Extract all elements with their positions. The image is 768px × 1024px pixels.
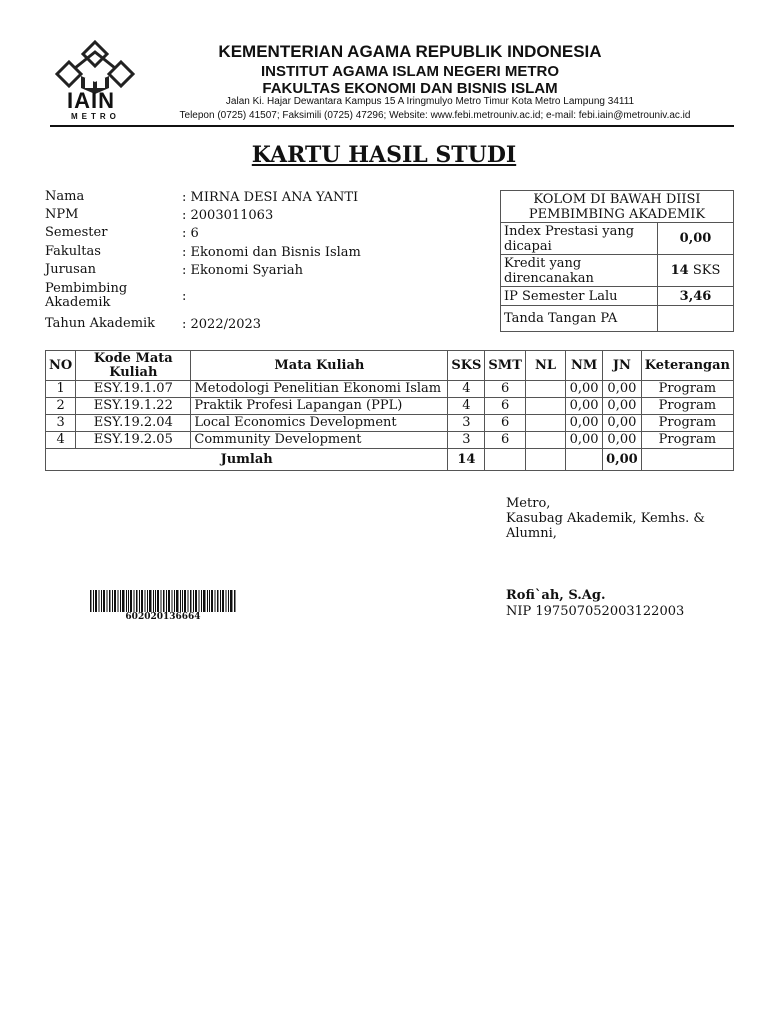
total-jn: 0,00 (603, 449, 642, 471)
col-keterangan: Keterangan (641, 351, 733, 381)
cell-keterangan: Program (641, 381, 733, 398)
table-row (46, 432, 734, 449)
col-kode: Kode Mata Kuliah (76, 351, 191, 381)
cell-jn: 0,00 (603, 398, 642, 415)
col-mata-kuliah: Mata Kuliah (191, 351, 448, 381)
value-jurusan: : Ekonomi Syariah (182, 263, 304, 278)
cell-mata-kuliah: Praktik Profesi Lapangan (PPL) (191, 398, 448, 415)
header-faculty: FAKULTAS EKONOMI DAN BISNIS ISLAM (262, 80, 558, 97)
cell-nm: 0,00 (566, 432, 603, 449)
cell-sks: 4 (448, 381, 485, 398)
cell-keterangan: Program (641, 398, 733, 415)
cell-smt: 6 (485, 398, 525, 415)
pa-kredit-cell (658, 255, 734, 287)
total-smt (485, 449, 525, 471)
cell-nm: 0,00 (566, 415, 603, 432)
cell-sks: 3 (448, 415, 485, 432)
institution-logo (55, 38, 135, 124)
pa-ttd-label: Tanda Tangan PA (501, 306, 658, 332)
pa-ips-label: IP Semester Lalu (501, 287, 658, 306)
cell-jn: 0,00 (603, 415, 642, 432)
cell-nl (525, 415, 565, 432)
col-no: NO (46, 351, 76, 381)
signature-place: Metro, (506, 496, 551, 511)
signature-nip: NIP 197507052003122003 (506, 604, 685, 619)
value-semester: : 6 (182, 226, 199, 241)
header-ministry: KEMENTERIAN AGAMA REPUBLIK INDONESIA (218, 42, 602, 61)
cell-kode: ESY.19.2.05 (76, 432, 191, 449)
value-tahun: : 2022/2023 (182, 317, 262, 332)
total-keterangan (641, 449, 733, 471)
pembimbing-box (500, 190, 734, 332)
table-row (46, 398, 734, 415)
cell-kode: ESY.19.1.22 (76, 398, 191, 415)
cell-nl (525, 432, 565, 449)
label-jurusan: Jurusan (45, 262, 96, 277)
header-divider (50, 125, 734, 127)
table-row (46, 415, 734, 432)
cell-smt: 6 (485, 381, 525, 398)
logo-subtext: METRO (71, 112, 120, 121)
pa-kredit-label: Kredit yang direncanakan (501, 255, 658, 287)
cell-no: 1 (46, 381, 76, 398)
table-row (46, 381, 734, 398)
cell-jn: 0,00 (603, 381, 642, 398)
label-npm: NPM (45, 207, 79, 222)
pa-ttd-cell (658, 306, 734, 332)
cell-sks: 3 (448, 432, 485, 449)
col-jn: JN (603, 351, 642, 381)
cell-nm: 0,00 (566, 381, 603, 398)
cell-mata-kuliah: Metodologi Penelitian Ekonomi Islam (191, 381, 448, 398)
value-pembimbing: : (182, 289, 187, 304)
signature-name: Rofi`ah, S.Ag. (506, 588, 606, 603)
cell-no: 4 (46, 432, 76, 449)
pa-heading: KOLOM DI BAWAH DIISI PEMBIMBING AKADEMIK (501, 191, 734, 223)
label-fakultas: Fakultas (45, 244, 101, 259)
total-row (46, 449, 734, 471)
pa-kredit-unit: SKS (688, 263, 721, 278)
header-address: Jalan Ki. Hajar Dewantara Kampus 15 A Iringmulyo Metro Timur Kota Metro Lampung 34111 (225, 96, 635, 107)
col-nl: NL (525, 351, 565, 381)
cell-mata-kuliah: Community Development (191, 432, 448, 449)
total-label: Jumlah (46, 449, 448, 471)
logo-text: IAIN (67, 88, 115, 113)
pa-ips-value: 3,46 (658, 287, 734, 306)
course-table (45, 350, 734, 471)
cell-smt: 6 (485, 415, 525, 432)
signature-position: Kasubag Akademik, Kemhs. & Alumni, (506, 511, 705, 541)
cell-mata-kuliah: Local Economics Development (191, 415, 448, 432)
pa-ip-label: Index Prestasi yang dicapai (501, 223, 658, 255)
barcode (90, 590, 236, 612)
total-nm (566, 449, 603, 471)
cell-nl (525, 398, 565, 415)
cell-sks: 4 (448, 398, 485, 415)
label-pembimbing: Pembimbing Akademik (45, 281, 128, 310)
page-title: KARTU HASIL STUDI (251, 142, 517, 168)
cell-nl (525, 381, 565, 398)
col-smt: SMT (485, 351, 525, 381)
cell-kode: ESY.19.2.04 (76, 415, 191, 432)
value-fakultas: : Ekonomi dan Bisnis Islam (182, 245, 361, 260)
cell-nm: 0,00 (566, 398, 603, 415)
header-institute: INSTITUT AGAMA ISLAM NEGERI METRO (260, 63, 560, 80)
cell-no: 3 (46, 415, 76, 432)
pa-ip-value: 0,00 (658, 223, 734, 255)
cell-smt: 6 (485, 432, 525, 449)
cell-no: 2 (46, 398, 76, 415)
total-nl (525, 449, 565, 471)
col-nm: NM (566, 351, 603, 381)
pa-kredit-value: 14 (670, 263, 689, 278)
value-npm: : 2003011063 (182, 208, 274, 223)
header-contact: Telepon (0725) 41507; Faksimili (0725) 47296; Website: www.febi.metrouniv.ac.id; e-mail: febi.iain@metrouniv.ac.id (179, 110, 691, 121)
barcode-number: 602020136664 (125, 612, 201, 622)
cell-kode: ESY.19.1.07 (76, 381, 191, 398)
label-tahun: Tahun Akademik (45, 316, 156, 331)
cell-keterangan: Program (641, 415, 733, 432)
cell-jn: 0,00 (603, 432, 642, 449)
value-nama: : MIRNA DESI ANA YANTI (182, 190, 359, 205)
col-sks: SKS (448, 351, 485, 381)
total-sks: 14 (448, 449, 485, 471)
cell-keterangan: Program (641, 432, 733, 449)
label-semester: Semester (45, 225, 108, 240)
label-nama: Nama (45, 189, 85, 204)
